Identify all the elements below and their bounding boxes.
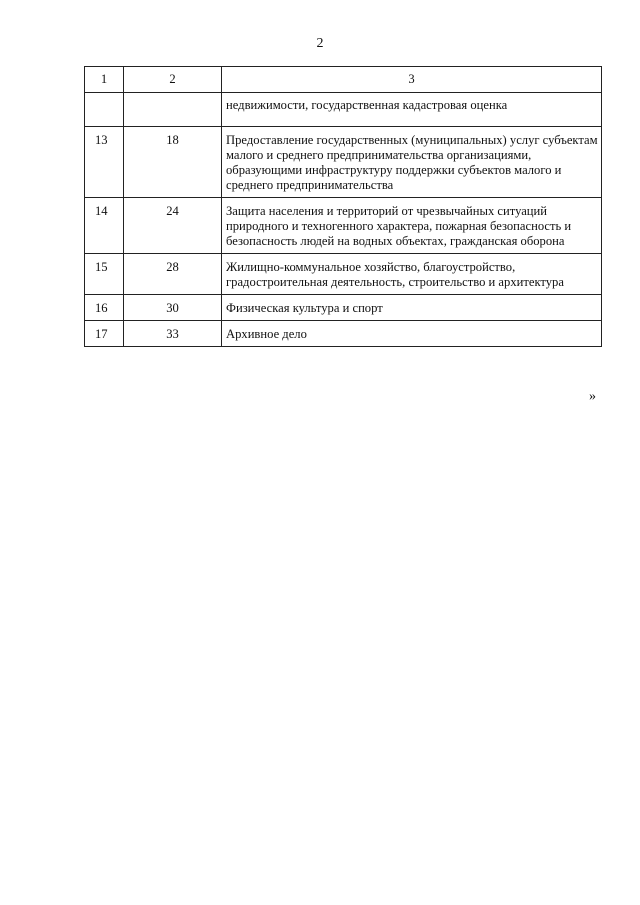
table-row [85, 198, 602, 254]
table-row [85, 127, 602, 198]
row-number-cell [85, 93, 124, 127]
header-col-2: 2 [124, 67, 222, 93]
row-description-cell: Жилищно-коммунальное хозяйство, благоустройство, градостроительная деятельность, строительство и архитектура [222, 254, 602, 295]
header-col-1: 1 [85, 67, 124, 93]
table-row [85, 254, 602, 295]
row-description-cell: Архивное дело [222, 321, 602, 347]
header-col-3: 3 [222, 67, 602, 93]
row-number-cell: 15 [85, 254, 124, 295]
row-code-cell [124, 93, 222, 127]
row-number-cell: 17 [85, 321, 124, 347]
row-number-cell: 16 [85, 295, 124, 321]
row-description-cell: Физическая культура и спорт [222, 295, 602, 321]
row-description-cell: Защита населения и территорий от чрезвычайных ситуаций природного и техногенного характера, пожарная безопасность и безопасность людей на водных объектах, гражданская оборона [222, 198, 602, 254]
document-table [84, 66, 602, 347]
row-number-cell: 13 [85, 127, 124, 198]
page-number: 2 [316, 36, 324, 51]
table-row [85, 321, 602, 347]
row-code-cell: 24 [124, 198, 222, 254]
table-row [85, 93, 602, 127]
row-description-cell: Предоставление государственных (муниципальных) услуг субъектам малого и среднего предпринимательства организациями, образующими инфраструктуру поддержки субъектов малого и среднего предпринимательства [222, 127, 602, 198]
row-description-cell: недвижимости, государственная кадастровая оценка [222, 93, 602, 127]
row-code-cell: 30 [124, 295, 222, 321]
closing-quote-mark: » [589, 389, 596, 404]
row-code-cell: 33 [124, 321, 222, 347]
row-code-cell: 28 [124, 254, 222, 295]
table-row [85, 295, 602, 321]
row-number-cell: 14 [85, 198, 124, 254]
table-header-row [85, 67, 602, 93]
row-code-cell: 18 [124, 127, 222, 198]
